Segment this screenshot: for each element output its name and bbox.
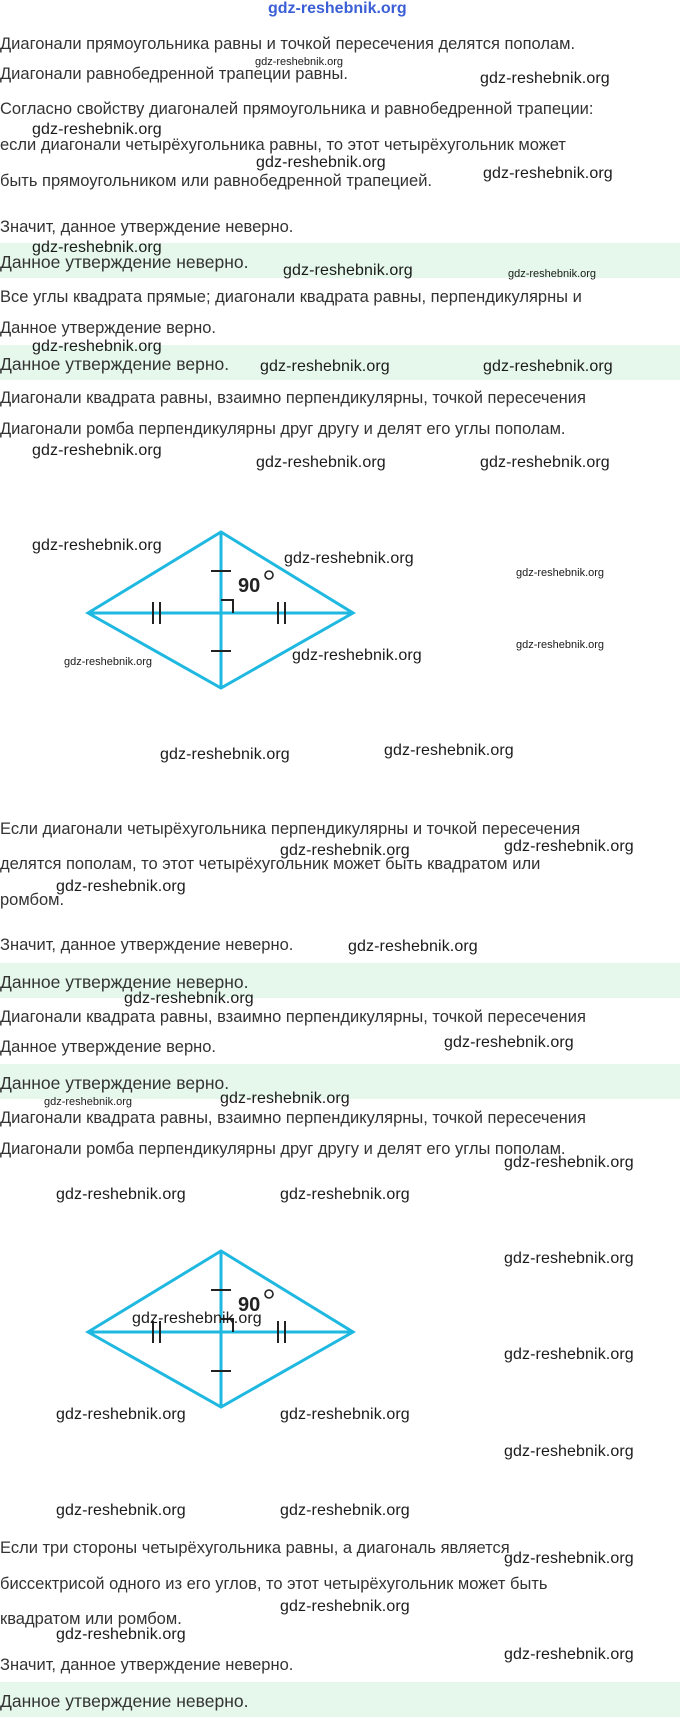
text-line: Диагонали ромба перпендикулярны друг другу и делят его углы пополам. — [0, 420, 566, 438]
angle-label: 90 — [238, 575, 261, 597]
watermark: gdz-reshebnik.org — [32, 121, 162, 138]
degree-icon — [265, 571, 273, 579]
watermark: gdz-reshebnik.org — [220, 1090, 350, 1107]
text-line: Диагонали ромба перпендикулярны друг другу и делят его углы пополам. — [0, 1140, 566, 1158]
text-line: Согласно свойству диагоналей прямоугольника и равнобедренной трапеции: — [0, 100, 594, 118]
text-line: Диагонали квадрата равны, взаимно перпендикулярны, точкой пересечения — [0, 1008, 586, 1026]
watermark: gdz-reshebnik.org — [280, 1406, 410, 1423]
watermark: gdz-reshebnik.org — [56, 1186, 186, 1203]
answer-text: Данное утверждение неверно. — [0, 972, 249, 992]
text-line: Данное утверждение верно. — [0, 319, 216, 337]
text-line: Диагонали прямоугольника равны и точкой пересечения делятся пополам. — [0, 35, 576, 53]
text-line: квадратом или ромбом. — [0, 1610, 182, 1628]
answer-text: Данное утверждение неверно. — [0, 252, 249, 272]
watermark: gdz-reshebnik.org — [132, 1310, 262, 1327]
text-line: Диагонали равнобедренной трапеции равны. — [0, 65, 348, 83]
text-line: Значит, данное утверждение неверно. — [0, 1656, 294, 1674]
watermark: gdz-reshebnik.org — [260, 358, 390, 375]
watermark: gdz-reshebnik.org — [56, 1626, 186, 1643]
watermark: gdz-reshebnik.org — [160, 746, 290, 763]
text-line: Диагонали квадрата равны, взаимно перпендикулярны, точкой пересечения — [0, 389, 586, 407]
watermark: gdz-reshebnik.org — [32, 442, 162, 459]
watermark: gdz-reshebnik.org — [255, 56, 344, 68]
watermark: gdz-reshebnik.org — [256, 154, 386, 171]
watermark: gdz-reshebnik.org — [292, 647, 422, 664]
text-line: Данное утверждение верно. — [0, 1038, 216, 1056]
watermark: gdz-reshebnik.org — [44, 1096, 133, 1108]
text-line: если диагонали четырёхугольника равны, то этот четырёхугольник может — [0, 136, 566, 154]
watermark: gdz-reshebnik.org — [504, 1346, 634, 1363]
watermark: gdz-reshebnik.org — [280, 1186, 410, 1203]
rhombus-diagram — [0, 1238, 400, 1418]
watermark: gdz-reshebnik.org — [32, 239, 162, 256]
text-line: биссектрисой одного из его углов, то этот четырёхугольник может быть — [0, 1575, 548, 1593]
watermark: gdz-reshebnik.org — [32, 338, 162, 355]
watermark: gdz-reshebnik.org — [283, 262, 413, 279]
watermark: gdz-reshebnik.org — [256, 454, 386, 471]
degree-icon — [265, 1290, 273, 1298]
text-line: Диагонали квадрата равны, взаимно перпендикулярны, точкой пересечения — [0, 1109, 586, 1127]
watermark: gdz-reshebnik.org — [480, 454, 610, 471]
watermark: gdz-reshebnik.org — [504, 1250, 634, 1267]
watermark: gdz-reshebnik.org — [516, 639, 605, 651]
watermark: gdz-reshebnik.org — [32, 537, 162, 554]
watermark: gdz-reshebnik.org — [384, 742, 514, 759]
watermark: gdz-reshebnik.org — [64, 656, 153, 668]
angle-label: 90 — [238, 1294, 261, 1316]
watermark: gdz-reshebnik.org — [284, 550, 414, 567]
text-line: Все углы квадрата прямые; диагонали квадрата равны, перпендикулярны и — [0, 288, 582, 306]
watermark: gdz-reshebnik.org — [504, 1646, 634, 1663]
answer-text: Данное утверждение верно. — [0, 1073, 230, 1093]
watermark: gdz-reshebnik.org — [348, 938, 478, 955]
watermark: gdz-reshebnik.org — [483, 165, 613, 182]
watermark: gdz-reshebnik.org — [124, 990, 254, 1007]
watermark: gdz-reshebnik.org — [504, 1550, 634, 1567]
watermark: gdz-reshebnik.org — [280, 842, 410, 859]
watermark: gdz-reshebnik.org — [280, 1502, 410, 1519]
text-line: Если три стороны четырёхугольника равны, а диагональ является — [0, 1539, 510, 1557]
answer-text: Данное утверждение верно. — [0, 354, 230, 374]
watermark: gdz-reshebnik.org — [480, 70, 610, 87]
text-line: делятся пополам, то этот четырёхугольник может быть квадратом или — [0, 855, 541, 873]
watermark: gdz-reshebnik.org — [280, 1598, 410, 1615]
watermark: gdz-reshebnik.org — [483, 358, 613, 375]
watermark: gdz-reshebnik.org — [504, 1443, 634, 1460]
watermark: gdz-reshebnik.org — [56, 1406, 186, 1423]
text-line: ромбом. — [0, 891, 65, 909]
text-line: быть прямоугольником или равнобедренной трапецией. — [0, 172, 433, 190]
watermark: gdz-reshebnik.org — [516, 567, 605, 579]
text-line: Значит, данное утверждение неверно. — [0, 218, 294, 236]
watermark: gdz-reshebnik.org — [56, 878, 186, 895]
text-line: Значит, данное утверждение неверно. — [0, 936, 294, 954]
watermark: gdz-reshebnik.org — [504, 1154, 634, 1171]
watermark: gdz-reshebnik.org — [56, 1502, 186, 1519]
answer-text: Данное утверждение неверно. — [0, 1691, 249, 1711]
watermark: gdz-reshebnik.org — [504, 838, 634, 855]
watermark: gdz-reshebnik.org — [508, 268, 597, 280]
watermark: gdz-reshebnik.org — [444, 1034, 574, 1051]
site-header-link[interactable]: gdz-reshebnik.org — [268, 0, 407, 17]
text-line: Если диагонали четырёхугольника перпендикулярны и точкой пересечения — [0, 820, 581, 838]
